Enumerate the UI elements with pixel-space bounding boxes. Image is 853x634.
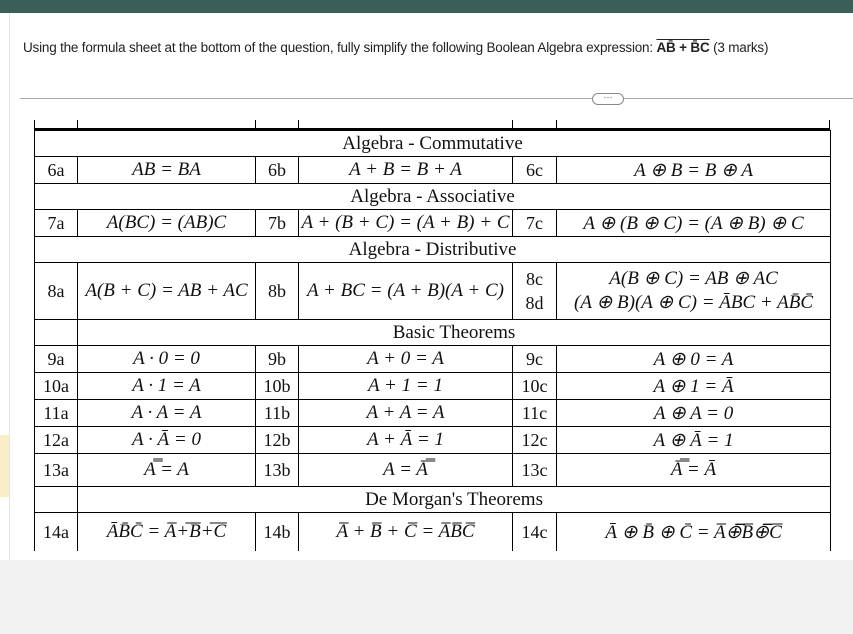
rule-id: 12c bbox=[513, 427, 557, 454]
rule-formula: A + A = A bbox=[299, 400, 513, 427]
table-row bbox=[35, 346, 831, 373]
section-commutative bbox=[35, 131, 831, 157]
table-row bbox=[35, 400, 831, 427]
rule-id: 9b bbox=[256, 346, 299, 373]
top-bar bbox=[0, 0, 853, 13]
rule-id: 6c bbox=[513, 157, 557, 184]
rule-formula: Ā ⊕ B̄ ⊕ C̄ = A̅⊕̅B̅⊕̅C̅ bbox=[557, 513, 831, 552]
rule-id: 8c bbox=[526, 269, 543, 289]
rule-id: 7b bbox=[256, 210, 299, 237]
rule-id-pair bbox=[513, 263, 557, 320]
rule-formula: A̅ + B̅ + C̅ = A̅B̅C̅ bbox=[299, 513, 513, 552]
rule-formula: A ⊕ 0 = A bbox=[557, 346, 831, 373]
rule-formula: A(B + C) = AB + AC bbox=[78, 263, 256, 320]
divider bbox=[20, 98, 853, 99]
rule-formula: A + B = B + A bbox=[299, 157, 513, 184]
rule-id: 11c bbox=[513, 400, 557, 427]
rule-formula: A ⊕ 1 = Ā bbox=[557, 373, 831, 400]
rule-formula: A ⊕ Ā = 1 bbox=[557, 427, 831, 454]
table-row bbox=[35, 427, 831, 454]
rule-id: 11b bbox=[256, 400, 299, 427]
rule-id: 13c bbox=[513, 454, 557, 487]
table-top-edge bbox=[34, 120, 830, 130]
rule-id: 12b bbox=[256, 427, 299, 454]
table-row bbox=[35, 373, 831, 400]
rule-id: 12a bbox=[35, 427, 78, 454]
table-row bbox=[35, 210, 831, 237]
more-options-button[interactable]: ··· bbox=[592, 93, 624, 105]
rule-id: 10b bbox=[256, 373, 299, 400]
expr-term-b: B̄C bbox=[690, 40, 710, 55]
table-row bbox=[35, 454, 831, 487]
page-footer-area bbox=[0, 560, 853, 634]
question-marks: (3 marks) bbox=[713, 40, 769, 55]
question-expression bbox=[656, 40, 709, 55]
rule-id: 6a bbox=[35, 157, 78, 184]
section-title: De Morgan's Theorems bbox=[78, 487, 831, 513]
rule-formula: A + 0 = A bbox=[299, 346, 513, 373]
rule-formula-pair bbox=[557, 263, 831, 320]
section-title: Algebra - Commutative bbox=[35, 131, 831, 157]
rule-formula: A + (B + C) = (A + B) + C bbox=[299, 210, 513, 237]
rule-formula: A + BC = (A + B)(A + C) bbox=[299, 263, 513, 320]
rule-formula: A̿ = A bbox=[78, 454, 256, 487]
expr-plus: + bbox=[675, 40, 691, 55]
rule-id: 10a bbox=[35, 373, 78, 400]
rule-id: 8b bbox=[256, 263, 299, 320]
rule-formula: A · A = A bbox=[78, 400, 256, 427]
rule-formula: A ⊕ (B ⊕ C) = (A ⊕ B) ⊕ C bbox=[557, 210, 831, 237]
formula-table bbox=[34, 130, 831, 551]
table-row bbox=[35, 157, 831, 184]
rule-formula: A̿̄ = Ā bbox=[557, 454, 831, 487]
rule-id: 14b bbox=[256, 513, 299, 552]
rule-id: 14a bbox=[35, 513, 78, 552]
formula-sheet bbox=[34, 120, 830, 551]
rule-id: 13a bbox=[35, 454, 78, 487]
section-title: Algebra - Distributive bbox=[35, 237, 831, 263]
left-border bbox=[9, 13, 10, 560]
table-row bbox=[35, 263, 831, 320]
rule-formula: A · Ā = 0 bbox=[78, 427, 256, 454]
rule-id: 13b bbox=[256, 454, 299, 487]
rule-id: 14c bbox=[513, 513, 557, 552]
rule-id: 7a bbox=[35, 210, 78, 237]
rule-id: 6b bbox=[256, 157, 299, 184]
section-demorgan bbox=[35, 487, 831, 513]
rule-id: 8d bbox=[525, 293, 544, 313]
rule-id: 9c bbox=[513, 346, 557, 373]
section-basic bbox=[35, 320, 831, 346]
rule-formula: A · 0 = 0 bbox=[78, 346, 256, 373]
rule-formula: A(BC) = (AB)C bbox=[78, 210, 256, 237]
rule-formula: (A ⊕ B)(A ⊕ C) = ĀBC + AB̄C̄ bbox=[574, 292, 814, 313]
question-prompt: Using the formula sheet at the bottom of the question, fully simplify the following Boolean Algebra expression: bbox=[23, 40, 653, 55]
rule-formula: ĀB̄C̄ = A̅+̅B̅+̅C̅ bbox=[78, 513, 256, 552]
rule-id: 9a bbox=[35, 346, 78, 373]
section-distributive bbox=[35, 237, 831, 263]
question-text bbox=[23, 40, 768, 55]
rule-id: 10c bbox=[513, 373, 557, 400]
rule-id: 7c bbox=[513, 210, 557, 237]
rule-id: 8a bbox=[35, 263, 78, 320]
rule-formula: AB = BA bbox=[78, 157, 256, 184]
rule-formula: A(B ⊕ C) = AB ⊕ AC bbox=[609, 268, 778, 289]
section-associative bbox=[35, 184, 831, 210]
expr-term-a: AB̄ bbox=[656, 40, 676, 55]
section-title: Basic Theorems bbox=[78, 320, 831, 346]
rule-id: 11a bbox=[35, 400, 78, 427]
left-highlight bbox=[0, 435, 9, 497]
section-title: Algebra - Associative bbox=[35, 184, 831, 210]
rule-formula: A = A̿̄ bbox=[299, 454, 513, 487]
rule-formula: A · 1 = A bbox=[78, 373, 256, 400]
rule-formula: A + Ā = 1 bbox=[299, 427, 513, 454]
table-row bbox=[35, 513, 831, 552]
rule-formula: A ⊕ B = B ⊕ A bbox=[557, 157, 831, 184]
rule-formula: A ⊕ A = 0 bbox=[557, 400, 831, 427]
rule-formula: A + 1 = 1 bbox=[299, 373, 513, 400]
